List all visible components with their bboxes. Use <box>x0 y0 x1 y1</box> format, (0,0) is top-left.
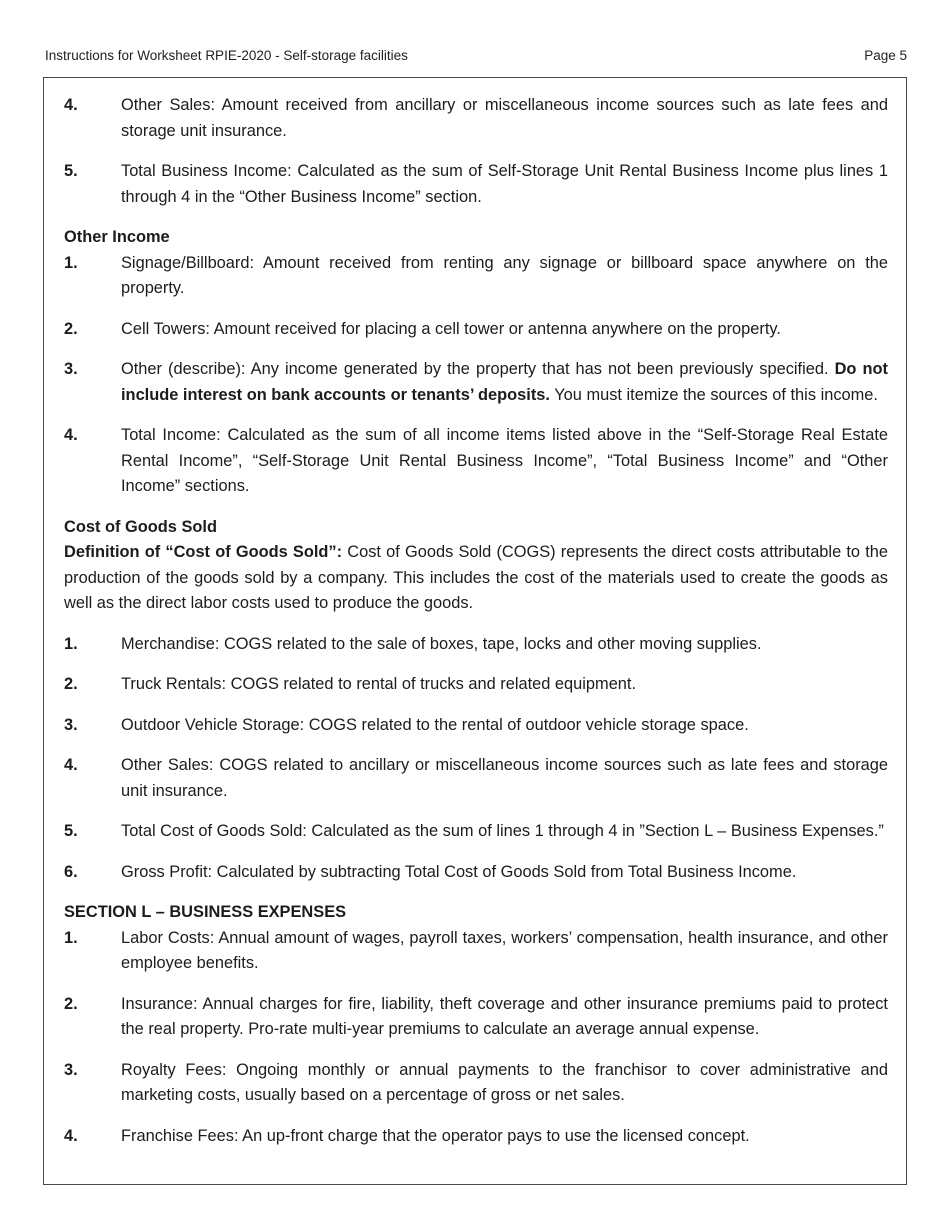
item-text <box>121 251 888 302</box>
item-text <box>121 672 888 698</box>
text-segment: Cell Towers: Amount received for placing a cell tower or antenna anywhere on the property. <box>121 319 781 338</box>
item-text <box>121 753 888 804</box>
list-item <box>64 713 888 739</box>
list-item <box>64 819 888 845</box>
page-header <box>45 48 907 63</box>
item-number: 5. <box>64 162 78 180</box>
item-number: 1. <box>64 634 78 653</box>
document-title: Instructions for Worksheet RPIE-2020 - Self-storage facilities <box>45 48 408 63</box>
text-segment: Other (describe): Any income generated by the property that has not been previously specified. <box>121 360 835 378</box>
section-heading: SECTION L – BUSINESS EXPENSES <box>64 903 347 921</box>
page-number: Page 5 <box>864 48 907 63</box>
item-text <box>121 1058 888 1109</box>
item-text <box>121 926 888 977</box>
text-segment: Signage/Billboard: Amount received from renting any signage or billboard space anywhere on the property. <box>121 253 888 297</box>
list-item <box>64 357 888 408</box>
text-segment: Royalty Fees: Ongoing monthly or annual payments to the franchisor to cover administrative and marketing costs, usually based on a percentage of gross or net sales. <box>121 1060 888 1104</box>
section-heading: Cost of Goods Sold <box>64 517 217 536</box>
item-number: 2. <box>64 994 78 1013</box>
list-item <box>64 1124 888 1150</box>
item-text <box>121 93 888 144</box>
content-box <box>43 77 907 1185</box>
text-segment: Gross Profit: Calculated by subtracting Total Cost of Goods Sold from Total Business Income. <box>121 862 797 881</box>
text-segment: Cost of Goods Sold (COGS) represents the direct costs attributable to the production of the goods sold by a company. This includes the cost of the materials used to create the goods as well as the direct labor costs used to produce the goods. <box>64 543 888 612</box>
list-item <box>64 753 888 804</box>
item-number: 4. <box>64 96 78 114</box>
text-segment: Do not include interest on bank accounts or tenants’ deposits. <box>121 360 888 404</box>
text-segment: Definition of “Cost of Goods Sold”: <box>64 543 348 561</box>
item-text <box>121 992 888 1043</box>
text-segment: You must itemize the sources of this income. <box>549 385 878 404</box>
list-item <box>64 992 888 1043</box>
item-text <box>121 860 888 886</box>
item-number: 2. <box>64 675 78 693</box>
item-text <box>121 159 888 210</box>
text-segment: Total Business Income: Calculated as the sum of Self-Storage Unit Rental Business Income plus lines 1 through 4 in the “Other Business Income” section. <box>121 162 888 206</box>
item-text <box>121 713 888 739</box>
item-text <box>121 423 888 500</box>
item-number: 1. <box>64 253 78 272</box>
section-heading: Other Income <box>64 228 170 246</box>
item-number: 4. <box>64 756 78 774</box>
item-text <box>121 317 888 343</box>
text-segment: Other Sales: Amount received from ancillary or miscellaneous income sources such as late fees and storage unit insurance. <box>121 96 888 140</box>
item-text <box>121 632 888 658</box>
list-item <box>64 317 888 343</box>
item-number: 5. <box>64 822 78 840</box>
item-number: 3. <box>64 360 78 378</box>
text-segment: Total Income: Calculated as the sum of all income items listed above in the “Self-Storage Real Estate Rental Income”, “Self-Storage Unit Rental Business Income”, “Total Business Income” and “Other Income” sections. <box>121 426 888 495</box>
text-segment: Truck Rentals: COGS related to rental of trucks and related equipment. <box>121 675 637 693</box>
text-segment: Insurance: Annual charges for fire, liability, theft coverage and other insurance premiums paid to protect the real property. Pro-rate multi-year premiums to calculate an average annual expense. <box>121 994 888 1038</box>
text-segment: Franchise Fees: An up-front charge that the operator pays to use the licensed concept. <box>121 1126 750 1145</box>
list-item <box>64 251 888 302</box>
list-item <box>64 926 888 977</box>
list-item <box>64 93 888 144</box>
item-number: 2. <box>64 319 78 338</box>
list-item <box>64 860 888 886</box>
item-number: 6. <box>64 862 78 881</box>
item-number: 3. <box>64 715 78 734</box>
text-segment: Merchandise: COGS related to the sale of boxes, tape, locks and other moving supplies. <box>121 634 762 653</box>
item-number: 4. <box>64 426 78 444</box>
list-item <box>64 1058 888 1109</box>
text-segment: Labor Costs: Annual amount of wages, payroll taxes, workers’ compensation, health insurance, and other employee benefits. <box>121 928 888 972</box>
list-item <box>64 159 888 210</box>
item-number: 3. <box>64 1060 78 1079</box>
list-item <box>64 632 888 658</box>
item-text <box>121 819 888 845</box>
item-number: 1. <box>64 928 78 947</box>
list-item <box>64 672 888 698</box>
item-text <box>121 357 888 408</box>
text-segment: Outdoor Vehicle Storage: COGS related to the rental of outdoor vehicle storage space. <box>121 715 749 734</box>
definition-paragraph <box>64 540 888 617</box>
text-segment: Total Cost of Goods Sold: Calculated as the sum of lines 1 through 4 in ”Section L – Business Expenses.” <box>121 822 884 840</box>
text-segment: Other Sales: COGS related to ancillary or miscellaneous income sources such as late fees and storage unit insurance. <box>121 756 888 800</box>
list-item <box>64 423 888 500</box>
item-number: 4. <box>64 1126 78 1145</box>
item-text <box>121 1124 888 1150</box>
